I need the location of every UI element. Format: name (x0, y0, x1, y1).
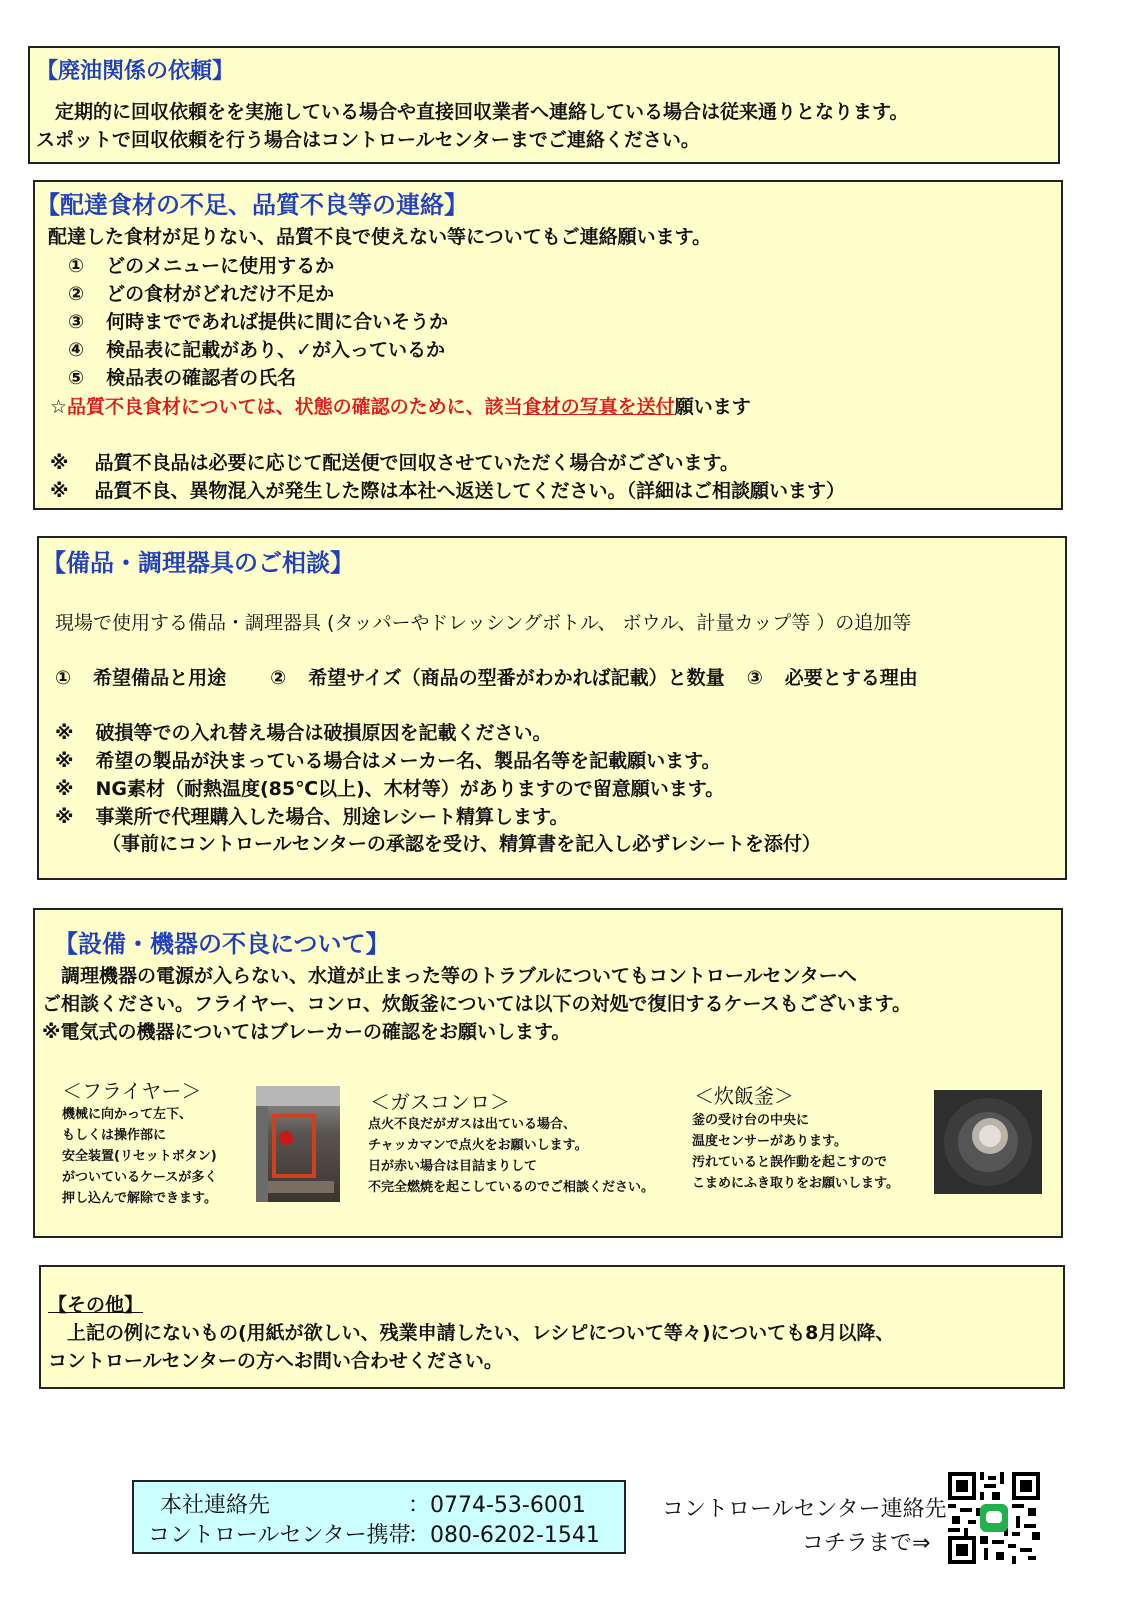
other-text-2: コントロールセンターの方へお問い合わせください。 (48, 1350, 503, 1372)
ingredients-intro: 配達した食材が足りない、品質不良で使えない等についてもご連絡願います。 (48, 226, 712, 248)
equipment-intro: 現場で使用する備品・調理器具 (タッパーやドレッシングボトル、 ボウル、計量カップ等 ）の追加等 (55, 612, 912, 634)
section-title-equipment-request: 【備品・調理器具のご相談】 (42, 549, 354, 577)
fryer-title: ＜フライヤー＞ (62, 1079, 202, 1103)
section-title-ingredients: 【配達食材の不足、品質不良等の連絡】 (36, 191, 468, 219)
ingredients-item-2: ② どの食材がどれだけ不足か (68, 283, 335, 305)
equipment-note-1: ※ 破損等での入れ替え場合は破損原因を記載ください。 (55, 722, 552, 744)
ingredients-item-4: ④ 検品表に記載があり、✓が入っているか (68, 339, 446, 361)
ingredients-item-3: ③ 何時までであれば提供に間に合いそうか (68, 311, 449, 333)
fault-text-3: ※電気式の機器についてはブレーカーの確認をお願いします。 (42, 1021, 571, 1043)
ingredients-item-5: ⑤ 検品表の確認者の氏名 (68, 367, 297, 389)
waste-oil-text-2: スポットで回収依頼を行う場合はコントロールセンターまでご連絡ください。 (36, 129, 700, 151)
ingredients-item-1: ① どのメニューに使用するか (68, 255, 335, 277)
fryer-description: 機械に向かって左下、 もしくは操作部に 安全装置(リセットボタン) がついているケースが多く 押し込んで解除できます。 (62, 1107, 218, 1206)
qr-code-icon[interactable] (948, 1472, 1040, 1564)
other-text-1: 上記の例にないもの(用紙が欲しい、残業申請したい、レシピについて等々)についても8月以降、 (48, 1322, 895, 1344)
qr-label-arrow: コチラまで⇒ (802, 1531, 931, 1556)
equipment-options: ① 希望備品と用途 ② 希望サイズ（商品の型番がわかれば記載）と数量 ③ 必要とする理由 (55, 667, 918, 689)
star-mark: ☆ (50, 396, 68, 418)
fault-text-2: ご相談ください。フライヤー、コンロ、炊飯釜については以下の対処で復旧するケースもございます。 (42, 993, 912, 1015)
stove-description: 点火不良だがガスは出ている場合、 チャッカマンで点火をお願いします。 日が赤い場合は目詰まりして 不完全燃焼を起こしているのでご相談ください。 (368, 1117, 655, 1195)
cooker-photo (934, 1090, 1042, 1194)
cooker-title: ＜炊飯釜＞ (694, 1084, 794, 1108)
fault-text-1: 調理機器の電源が入らない、水道が止まった等のトラブルについてもコントロールセンターへ (42, 965, 857, 987)
cc-contact-phone[interactable]: ：080-6202-1541 (408, 1523, 600, 1548)
cooker-description: 釜の受け台の中央に 温度センサーがあります。 汚れていると誤作動を起こすので こまめにふき取りをお願いします。 (692, 1113, 899, 1191)
ingredients-note-2: ※ 品質不良、異物混入が発生した際は本社へ返送してください。（詳細はご相談願います） (50, 480, 845, 502)
equipment-note-4-cont: （事前にコントロールセンターの承認を受け、精算書を記入し必ずレシートを添付） (102, 833, 821, 855)
hq-contact-phone[interactable]: ：0774-53-6001 (408, 1493, 586, 1518)
ingredients-photo-warning: ☆品質不良食材については、状態の確認のために、該当食材の写真を送付願います (50, 396, 751, 418)
fryer-photo (256, 1086, 340, 1202)
waste-oil-text-1: 定期的に回収依頼をを実施している場合や直接回収業者へ連絡している場合は従来通りとなります。 (36, 101, 909, 123)
cc-contact-label: コントロールセンター携帯 (148, 1523, 411, 1548)
hq-contact-label: 本社連絡先 (160, 1493, 271, 1518)
equipment-note-4: ※ 事業所で代理購入した場合、別途レシート精算します。 (55, 806, 569, 828)
equipment-note-3: ※ NG素材（耐熱温度(85℃以上)、木材等）がありますので留意願います。 (55, 778, 725, 800)
stove-title: ＜ガスコンロ＞ (370, 1090, 510, 1114)
section-title-equipment-fault: 【設備・機器の不良について】 (54, 930, 390, 958)
equipment-note-2: ※ 希望の製品が決まっている場合はメーカー名、製品名等を記載願います。 (55, 750, 721, 772)
qr-label: コントロールセンター連絡先 (662, 1497, 947, 1522)
section-title-other: 【その他】 (48, 1294, 144, 1316)
ingredients-note-1: ※ 品質不良品は必要に応じて配送便で回収させていただく場合がございます。 (50, 452, 739, 474)
section-title-waste-oil: 【廃油関係の依頼】 (36, 59, 235, 84)
